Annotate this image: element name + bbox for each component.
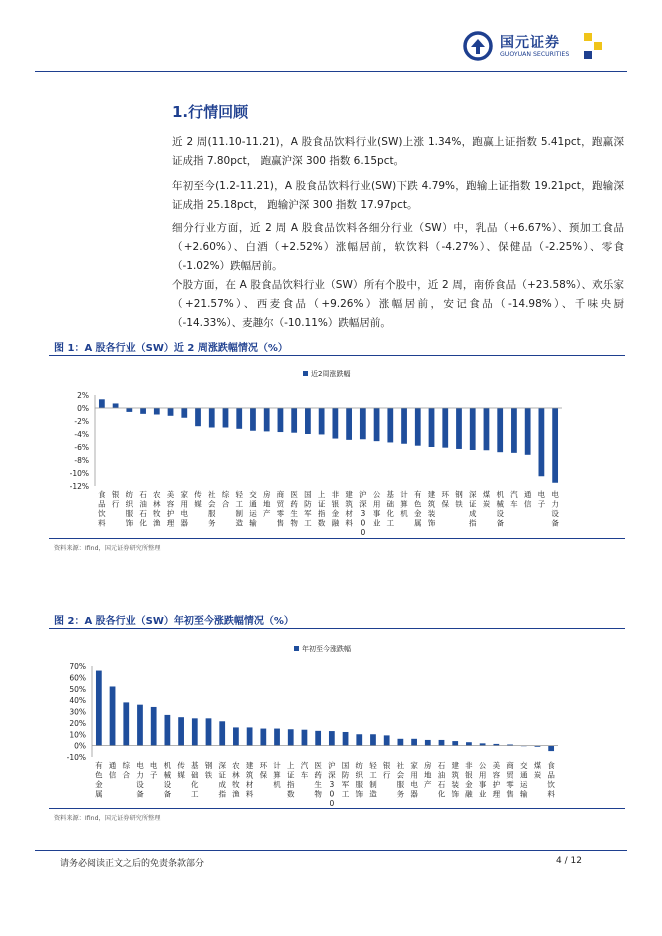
figure-2-bottom-rule: [49, 808, 625, 809]
bar-基础化工: [192, 718, 198, 745]
x-tick-label: 沪深 3 0 0: [328, 761, 336, 808]
x-tick-label: 通信: [108, 761, 117, 780]
x-tick-label: 医药生物: [290, 490, 298, 528]
bar-房地产: [425, 740, 431, 746]
x-tick-label: 沪深 3 0 0: [359, 490, 367, 537]
y-tick-label: -10%: [69, 469, 89, 478]
bar-汽车: [302, 730, 308, 746]
x-tick-label: 环保: [441, 490, 449, 509]
x-tick-label: 医药生物: [314, 761, 322, 799]
paragraph-recent-two-weeks: 近 2 周(11.10-11.21)，A 股食品饮料行业(SW)上涨 1.34%，跑赢上证指数 5.41pct，跑赢深证成指 7.80pct， 跑赢沪深 300 指数 6.15pct。: [172, 136, 624, 167]
logo-english-name: GUOYUAN SECURITIES: [500, 51, 570, 58]
y-tick-label: -4%: [74, 430, 89, 439]
x-tick-label: 农林牧渔: [153, 490, 161, 528]
x-tick-label: 通信: [523, 490, 532, 509]
bar-机械设备: [165, 715, 171, 746]
x-tick-label: 上证指数: [317, 490, 326, 528]
x-tick-label: 钢铁: [204, 761, 213, 780]
x-tick-label: 电子: [149, 761, 158, 780]
x-tick-label: 传媒: [194, 490, 202, 509]
x-tick-label: 石油石化: [139, 490, 147, 528]
x-tick-label: 轻工制造: [369, 761, 377, 799]
footer-disclaimer: 请务必阅读正文之后的免责条款部分: [60, 859, 205, 869]
x-tick-label: 纺织服饰: [355, 761, 364, 799]
x-tick-label: 纺织服饰: [125, 490, 134, 528]
y-tick-label: 40%: [69, 696, 86, 706]
x-tick-label: 银行: [111, 490, 120, 509]
y-tick-label: 50%: [69, 684, 86, 694]
bar-非银金融: [466, 742, 472, 745]
x-tick-label: 食品饮料: [98, 490, 106, 528]
x-tick-label: 银行: [382, 761, 391, 780]
x-tick-label: 电力设备: [136, 761, 144, 799]
x-tick-label: 美容护理: [166, 490, 175, 528]
y-tick-label: 0%: [77, 404, 89, 413]
x-tick-label: 有色金属: [414, 490, 422, 528]
y-tick-label: 60%: [69, 673, 86, 683]
x-tick-label: 公用事业: [372, 490, 381, 528]
bar-电子: [151, 707, 157, 746]
bar-农林牧渔: [233, 727, 239, 745]
paragraph-year-to-date: 年初至今(1.2-11.21)，A 股食品饮料行业(SW)下跌 4.79%，跑输上证指数 19.21pct，跑输深证成指 25.18pct， 跑输沪深 300 指数 17.97pct。: [172, 180, 624, 211]
x-tick-label: 社会服务: [208, 490, 216, 528]
y-tick-label: 10%: [69, 730, 86, 740]
bar-综合: [123, 702, 129, 745]
x-tick-label: 机械设备: [496, 490, 504, 528]
y-tick-label: 20%: [69, 718, 86, 728]
figure-2-source: 资料来源：Ifind，国元证券研究所整理: [54, 815, 161, 822]
x-tick-label: 建筑装饰: [451, 761, 459, 799]
figure-2-title: 图 2：A 股各行业（SW）年初至今涨跌幅情况（%）: [54, 616, 294, 627]
x-tick-label: 社会服务: [396, 761, 405, 799]
bar-有色金属: [96, 671, 102, 746]
bar-建筑材料: [247, 727, 253, 745]
legend-label: 近2周涨跌幅: [311, 370, 351, 378]
y-tick-label: -6%: [74, 443, 89, 452]
x-tick-label: 房地产: [424, 761, 432, 789]
x-tick-label: 传媒: [177, 761, 185, 780]
x-tick-label: 非银金融: [465, 761, 473, 799]
bar-上证指数: [288, 729, 294, 745]
bar-计算机: [274, 729, 280, 746]
x-tick-label: 煤炭: [482, 490, 491, 509]
x-tick-label: 深证成指: [218, 761, 226, 799]
x-tick-label: 交通运输: [519, 761, 528, 799]
x-tick-label: 商贸零售: [276, 490, 285, 528]
x-tick-label: 上证指数: [286, 761, 295, 799]
y-tick-label: -2%: [74, 417, 89, 426]
bar-电力设备: [137, 705, 143, 746]
bar-传媒: [178, 717, 184, 745]
x-tick-label: 家用电器: [180, 490, 189, 528]
footer-divider: [35, 850, 627, 851]
bar-深证成指: [219, 721, 225, 745]
x-tick-label: 建筑材料: [345, 490, 353, 528]
x-tick-label: 商贸零售: [506, 761, 514, 799]
logo-name: 国元证券: [500, 35, 560, 51]
bar-家用电器: [411, 739, 417, 746]
y-tick-label: 2%: [77, 391, 89, 400]
x-tick-label: 非银金融: [331, 490, 340, 528]
x-tick-label: 综合: [122, 761, 131, 780]
x-tick-label: 国防军工: [341, 761, 350, 799]
x-tick-label: 交通运输: [249, 490, 257, 528]
bar-环保: [260, 729, 266, 746]
x-tick-label: 公用事业: [478, 761, 487, 799]
bar-医药生物: [315, 731, 321, 746]
x-tick-label: 钢铁: [455, 490, 463, 509]
x-tick-label: 综合: [221, 490, 230, 509]
x-tick-label: 深证成指: [468, 490, 477, 528]
x-tick-label: 机械设备: [163, 761, 172, 799]
y-tick-label: 0%: [74, 741, 86, 751]
bar-社会服务: [398, 739, 404, 746]
paragraph-individual-stocks: 个股方面，在 A 股食品饮料行业（SW）所有个股中，近 2 周，南侨食品（+23.58%）、欢乐家（+21.57%）、西麦食品（+9.26%）涨幅居前，安记食品（-14.98%）、千味央厨（-14.33%）、麦趣尔（-10.11%）跌幅居前。: [172, 279, 624, 329]
y-tick-label: -8%: [74, 456, 89, 465]
x-tick-label: 计算机: [273, 761, 281, 789]
bar-食品饮料: [548, 746, 554, 751]
bar-钢铁: [206, 718, 212, 745]
x-tick-label: 电力设备: [551, 490, 559, 528]
x-tick-label: 建筑装饰: [427, 490, 436, 528]
legend-label: 年初至今涨跌幅: [302, 645, 351, 653]
x-tick-label: 煤炭: [533, 761, 542, 780]
y-tick-label: 70%: [69, 662, 86, 671]
x-tick-label: 电子: [537, 490, 546, 509]
y-tick-label: -10%: [66, 753, 86, 762]
bar-沪深300: [329, 731, 335, 746]
x-tick-label: 房地产: [262, 490, 271, 518]
x-tick-label: 国防军工: [304, 490, 312, 528]
x-tick-label: 汽车: [300, 761, 309, 780]
figure-1-title: 图 1：A 股各行业（SW）近 2 周涨跌幅情况（%）: [54, 343, 288, 354]
bar-建筑装饰: [452, 741, 458, 746]
bar-纺织服饰: [356, 734, 362, 745]
x-tick-label: 家用电器: [410, 761, 418, 799]
paragraph-sub-industries: 细分行业方面，近 2 周 A 股食品饮料各细分行业（SW）中，乳品（+6.67%）、预加工食品（+2.60%）、白酒（+2.52%）涨幅居前，软饮料（-4.27%）、保健品（-2.25%）、零食（-1.02%）跌幅居前。: [172, 222, 624, 272]
page-number: 4 / 12: [556, 856, 582, 866]
bar-国防军工: [343, 732, 349, 746]
x-tick-label: 轻工制造: [235, 490, 243, 528]
x-tick-label: 有色金属: [95, 761, 103, 799]
bar-石油石化: [439, 740, 445, 746]
x-tick-label: 基础化工: [191, 761, 199, 799]
legend-swatch: [294, 646, 299, 651]
x-tick-label: 汽车: [510, 490, 518, 509]
x-tick-label: 食品饮料: [547, 761, 555, 799]
x-tick-label: 计算机: [400, 490, 408, 518]
x-tick-label: 农林牧渔: [232, 761, 240, 799]
x-tick-label: 石油石化: [437, 761, 446, 799]
bar-银行: [384, 735, 390, 745]
y-tick-label: 30%: [69, 707, 86, 717]
figure-1-source: 资料来源：Ifind，国元证券研究所整理: [54, 545, 161, 552]
x-tick-label: 环保: [259, 761, 268, 780]
bar-通信: [110, 686, 116, 745]
x-tick-label: 建筑材料: [245, 761, 254, 799]
bar-轻工制造: [370, 734, 376, 745]
x-tick-label: 美容护理: [492, 761, 501, 799]
x-tick-label: 基础化工: [386, 490, 395, 528]
y-tick-label: -12%: [69, 482, 89, 491]
section-title: 1.行情回顾: [172, 103, 249, 121]
